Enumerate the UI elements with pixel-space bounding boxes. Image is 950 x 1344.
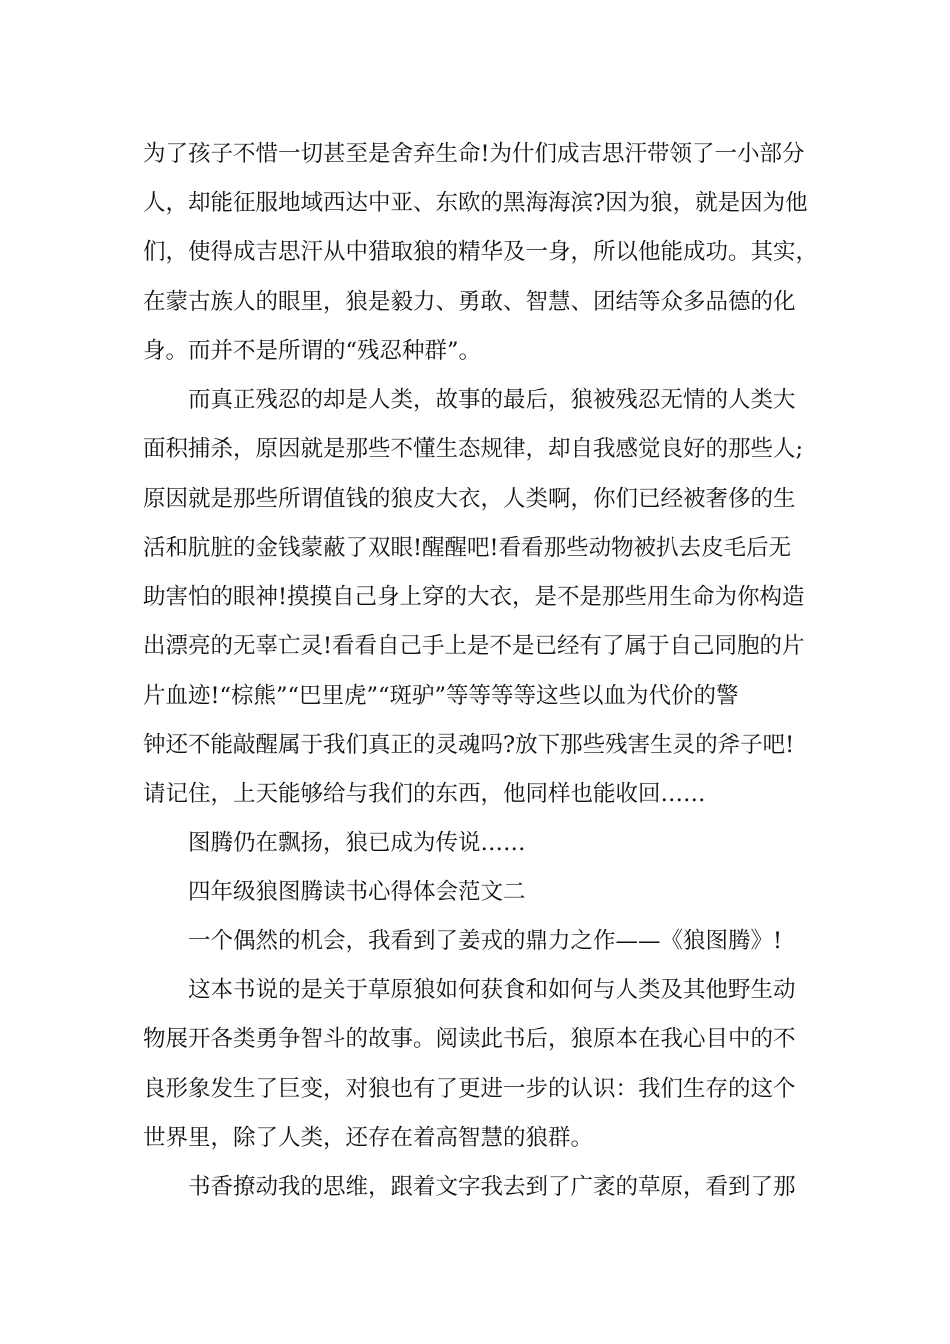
text-line: 身。而并不是所谓的“残忍种群”。 (143, 338, 482, 364)
text-line: 钟还不能敲醒属于我们真正的灵魂吗?放下那些残害生灵的斧子吧! (143, 732, 795, 758)
text-line: 助害怕的眼神!摸摸自己身上穿的大衣，是不是那些用生命为你构造 (143, 584, 805, 610)
text-line: 片血迹!“棕熊”“巴里虎”“斑驴”等等等等这些以血为代价的警 (143, 683, 739, 709)
text-line: 人，却能征服地域西达中亚、东欧的黑海海滨?因为狼，就是因为他 (143, 190, 808, 216)
text-line: 在蒙古族人的眼里，狼是毅力、勇敢、智慧、团结等众多品德的化 (143, 289, 796, 315)
paragraph-first-line: 一个偶然的机会，我看到了姜戎的鼎力之作——《狼图腾》! (188, 928, 783, 954)
text-line: 良形象发生了巨变，对狼也有了更进一步的认识：我们生存的这个 (143, 1076, 796, 1102)
paragraph-first-line: 书香撩动我的思维，跟着文字我去到了广袤的草原，看到了那 (188, 1174, 796, 1200)
text-line: 世界里，除了人类，还存在着高智慧的狼群。 (143, 1125, 594, 1151)
paragraph-first-line: 图腾仍在飘扬，狼已成为传说…… (188, 830, 526, 856)
section-title: 四年级狼图腾读书心得体会范文二 (188, 879, 526, 905)
text-line: 物展开各类勇争智斗的故事。阅读此书后，狼原本在我心目中的不 (143, 1026, 796, 1052)
text-line: 请记住，上天能够给与我们的东西，他同样也能收回…… (143, 781, 706, 807)
text-line: 面积捕杀，原因就是那些不懂生态规律，却自我感觉良好的那些人; (143, 436, 804, 462)
paragraph-first-line: 这本书说的是关于草原狼如何获食和如何与人类及其他野生动 (188, 977, 796, 1003)
text-line: 为了孩子不惜一切甚至是舍弃生命!为什们成吉思汗带领了一小部分 (143, 141, 805, 167)
paragraph-first-line: 而真正残忍的却是人类，故事的最后，狼被残忍无情的人类大 (188, 387, 796, 413)
text-line: 原因就是那些所谓值钱的狼皮大衣，人类啊，你们已经被奢侈的生 (143, 486, 796, 512)
text-line: 出漂亮的无辜亡灵!看看自己手上是不是已经有了属于自己同胞的片 (143, 633, 805, 659)
text-line: 们，使得成吉思汗从中猎取狼的精华及一身，所以他能成功。其实， (143, 239, 819, 265)
text-line: 活和肮脏的金钱蒙蔽了双眼!醒醒吧!看看那些动物被扒去皮毛后无 (143, 535, 792, 561)
